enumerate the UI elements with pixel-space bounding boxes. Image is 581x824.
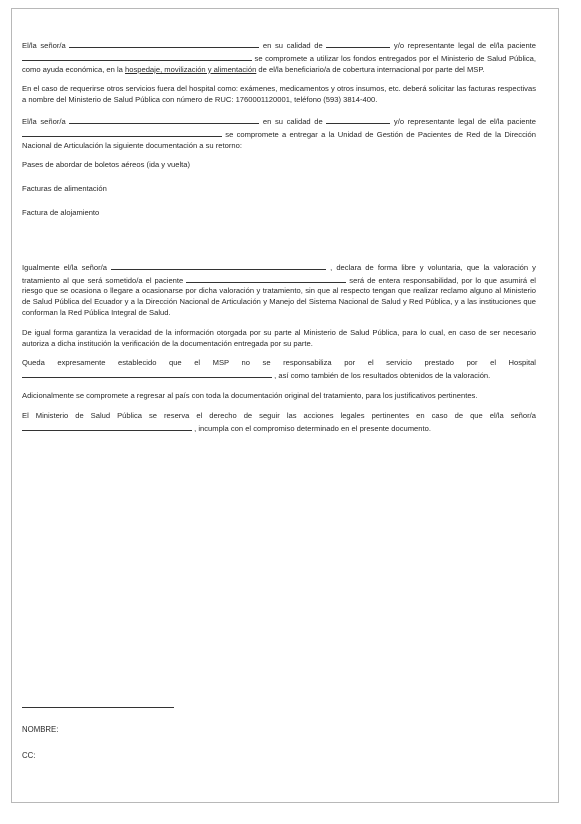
signature-name-label: NOMBRE: (22, 725, 59, 734)
text-segment: de el/la beneficiario/a de cobertura internacional por parte del MSP. (258, 64, 485, 74)
blank-line (22, 128, 222, 137)
paragraph-other-services: En el caso de requerirse otros servicios fuera del hospital como: exámenes, medicamentos y otros insumos, etc. deberá solicitar las facturas respectivas a nombre del Ministerio de Salud Pública con número de RUC: 1760001120001, teléfono (593) 3814-400. (22, 84, 536, 105)
text-segment: se compromete a utilizar los fondos entregados por el Ministerio de Salud Pública, como ayuda económica, en la (22, 53, 536, 74)
document-body (22, 39, 536, 443)
text-segment: , así como también de los resultados obtenidos de la valoración. (274, 371, 491, 381)
text-segment: El/la señor/a (22, 41, 66, 50)
text-segment: Igualmente el/la señor/a (22, 262, 107, 272)
text-segment: Queda expresamente establecido que el MSP no se responsabiliza por el servicio prestado por el Hospital (22, 358, 536, 368)
blank-line (69, 115, 259, 124)
paragraph-msp-liability (22, 358, 536, 382)
paragraph-information-veracity: De igual forma garantiza la veracidad de la información otorgada por su parte al Ministerio de Salud Pública, para lo cual, en caso de ser necesario autoriza a dicha institución la verificación de la documentación entregada por su parte. (22, 327, 536, 348)
text-segment: , declara de forma libre y voluntaria, que la valoración y tratamiento al que será sometido/a el paciente (22, 262, 536, 285)
underlined-text: hospedaje, movilización y alimentación (125, 64, 257, 74)
text-segment: en su calidad de (262, 116, 323, 126)
text-segment: se compromete a entregar a la Unidad de Gestión de Pacientes de Red de la Dirección Nacional de Articulación la siguiente documentación a su retorno: (22, 129, 536, 150)
list-item: Factura de alojamiento (22, 207, 100, 217)
blank-line (22, 52, 252, 61)
blank-line (69, 39, 259, 48)
list-item: Pases de abordar de boletos aéreos (ida y vuelta) (22, 160, 191, 170)
blank-line (22, 369, 272, 378)
paragraph-return-documentation: Adicionalmente se compromete a regresar al país con toda la documentación original del tratamiento, para los justificativos pertinentes. (22, 390, 478, 400)
blank-line (22, 422, 192, 431)
signature-cc-label: CC: (22, 751, 36, 760)
text-segment: , incumpla con el compromiso determinado en el presente documento. (194, 423, 431, 433)
paragraph-legal-actions (22, 411, 536, 435)
text-segment: El/la señor/a (22, 116, 66, 126)
list-item: Facturas de alimentación (22, 184, 107, 194)
text-segment: en su calidad de (262, 41, 323, 50)
text-segment: y/o representante legal de el/la paciente (393, 116, 536, 126)
blank-line (326, 39, 390, 48)
paragraph-documentation-commitment (22, 115, 536, 151)
text-segment: y/o representante legal de el/la paciente (393, 41, 536, 50)
blank-line (111, 261, 326, 270)
paragraph-responsibility (22, 261, 536, 319)
blank-line (326, 115, 390, 124)
paragraph-fund-use (22, 39, 536, 75)
signature-line (22, 707, 174, 708)
text-segment: El Ministerio de Salud Pública se reserva el derecho de seguir las acciones legales pertinentes en caso de que el/la señor/a (22, 410, 536, 420)
document-page (11, 8, 559, 803)
text-segment: será de entera responsabilidad, por lo que asumirá el riesgo que se ocasiona o llegare a ocasionarse por dicha valoración y tratamiento, sin que al respecto tengan que realizar reclamo alguno al Ministerio de Salud Pública del Ecuador y a la Dirección Nacional de Articulación y Manejo del Sistema Nacional de Salud y Red Pública, y a las instituciones que conforman la Red Pública Integral de Salud. (22, 275, 536, 317)
blank-line (186, 274, 346, 283)
